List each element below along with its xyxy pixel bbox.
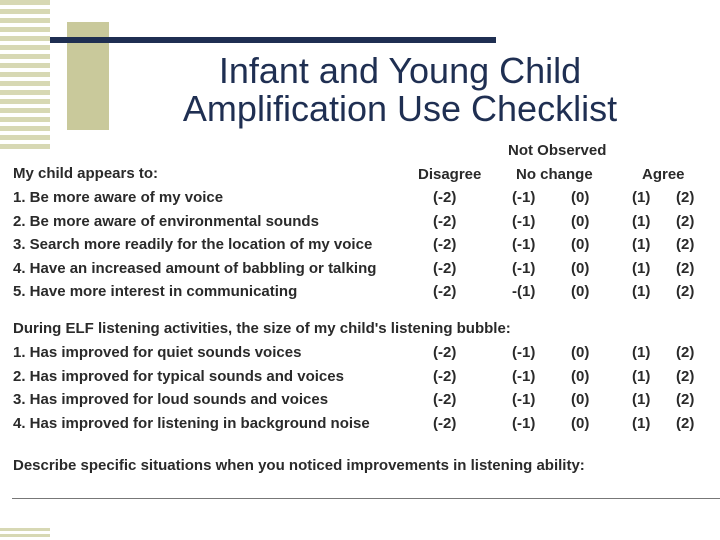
section-1-heading: My child appears to: [13,165,159,182]
score-option[interactable]: (-2) [433,236,457,253]
score-option[interactable]: (-2) [433,283,457,300]
header-agree: Agree [642,166,685,183]
score-option[interactable]: (-2) [433,344,457,361]
score-option[interactable]: (0) [571,189,590,206]
score-option[interactable]: (0) [571,391,590,408]
score-option[interactable]: (2) [676,259,695,277]
score-option[interactable]: (1) [632,367,651,385]
score-option[interactable]: (1) [632,391,651,408]
score-option[interactable]: (2) [676,189,695,206]
checklist-item-text: 2. Be more aware of environmental sounds [13,212,319,230]
score-option[interactable]: (0) [571,283,590,300]
score-option[interactable]: (-2) [433,367,457,385]
checklist-item-text: 1. Has improved for quiet sounds voices [13,344,302,361]
score-option[interactable]: (-1) [512,344,536,361]
decorative-stripes-bottom [0,528,50,540]
header-no-change: No change [516,166,593,183]
score-option[interactable]: (1) [632,344,651,361]
score-option[interactable]: (0) [571,259,590,277]
checklist-item-text: 5. Have more interest in communicating [13,283,298,300]
header-not-observed: Not Observed [508,142,607,159]
score-option[interactable]: (-2) [433,259,457,277]
checklist-item-text: 4. Has improved for listening in background noise [13,414,370,432]
score-option[interactable]: (-2) [433,212,457,230]
score-option[interactable]: (1) [632,189,651,206]
score-option[interactable]: (-2) [433,189,457,206]
title-rule [50,37,496,43]
score-option[interactable]: (2) [676,367,695,385]
score-option[interactable]: (1) [632,236,651,253]
checklist-item-text: 3. Search more readily for the location of my voice [13,236,373,253]
checklist-item-text: 4. Have an increased amount of babbling or talking [13,259,377,277]
header-disagree: Disagree [418,166,482,183]
page-title [130,52,670,128]
score-option[interactable]: -(1) [512,283,536,300]
score-option[interactable]: (0) [571,344,590,361]
score-option[interactable]: (1) [632,283,651,300]
score-option[interactable]: (0) [571,236,590,253]
checklist-item-text: 2. Has improved for typical sounds and voices [13,367,344,385]
score-option[interactable]: (0) [571,212,590,230]
score-option[interactable]: (-2) [433,414,457,432]
score-option[interactable]: (-1) [512,189,536,206]
decorative-stripes [0,0,50,150]
score-option[interactable]: (-1) [512,367,536,385]
score-option[interactable]: (1) [632,414,651,432]
score-option[interactable]: (2) [676,414,695,432]
title-line-1: Infant and Young Child [218,50,582,91]
score-option[interactable]: (-1) [512,391,536,408]
score-option[interactable]: (2) [676,344,695,361]
score-option[interactable]: (2) [676,236,695,253]
score-option[interactable]: (-2) [433,391,457,408]
score-option[interactable]: (0) [571,414,590,432]
score-option[interactable]: (-1) [512,259,536,277]
score-option[interactable]: (1) [632,259,651,277]
answer-line[interactable] [12,498,720,499]
score-option[interactable]: (0) [571,367,590,385]
score-option[interactable]: (-1) [512,414,536,432]
describe-prompt: Describe specific situations when you noticed improvements in listening ability: [13,457,585,474]
score-option[interactable]: (2) [676,391,695,408]
title-line-2: Amplification Use Checklist [182,88,618,129]
score-option[interactable]: (2) [676,212,695,230]
checklist-item-text: 3. Has improved for loud sounds and voices [13,391,329,408]
checklist-item-text: 1. Be more aware of my voice [13,189,224,206]
score-option[interactable]: (2) [676,283,695,300]
section-2-heading: During ELF listening activities, the size of my child's listening bubble: [13,320,511,337]
score-option[interactable]: (-1) [512,212,536,230]
score-option[interactable]: (1) [632,212,651,230]
score-option[interactable]: (-1) [512,236,536,253]
